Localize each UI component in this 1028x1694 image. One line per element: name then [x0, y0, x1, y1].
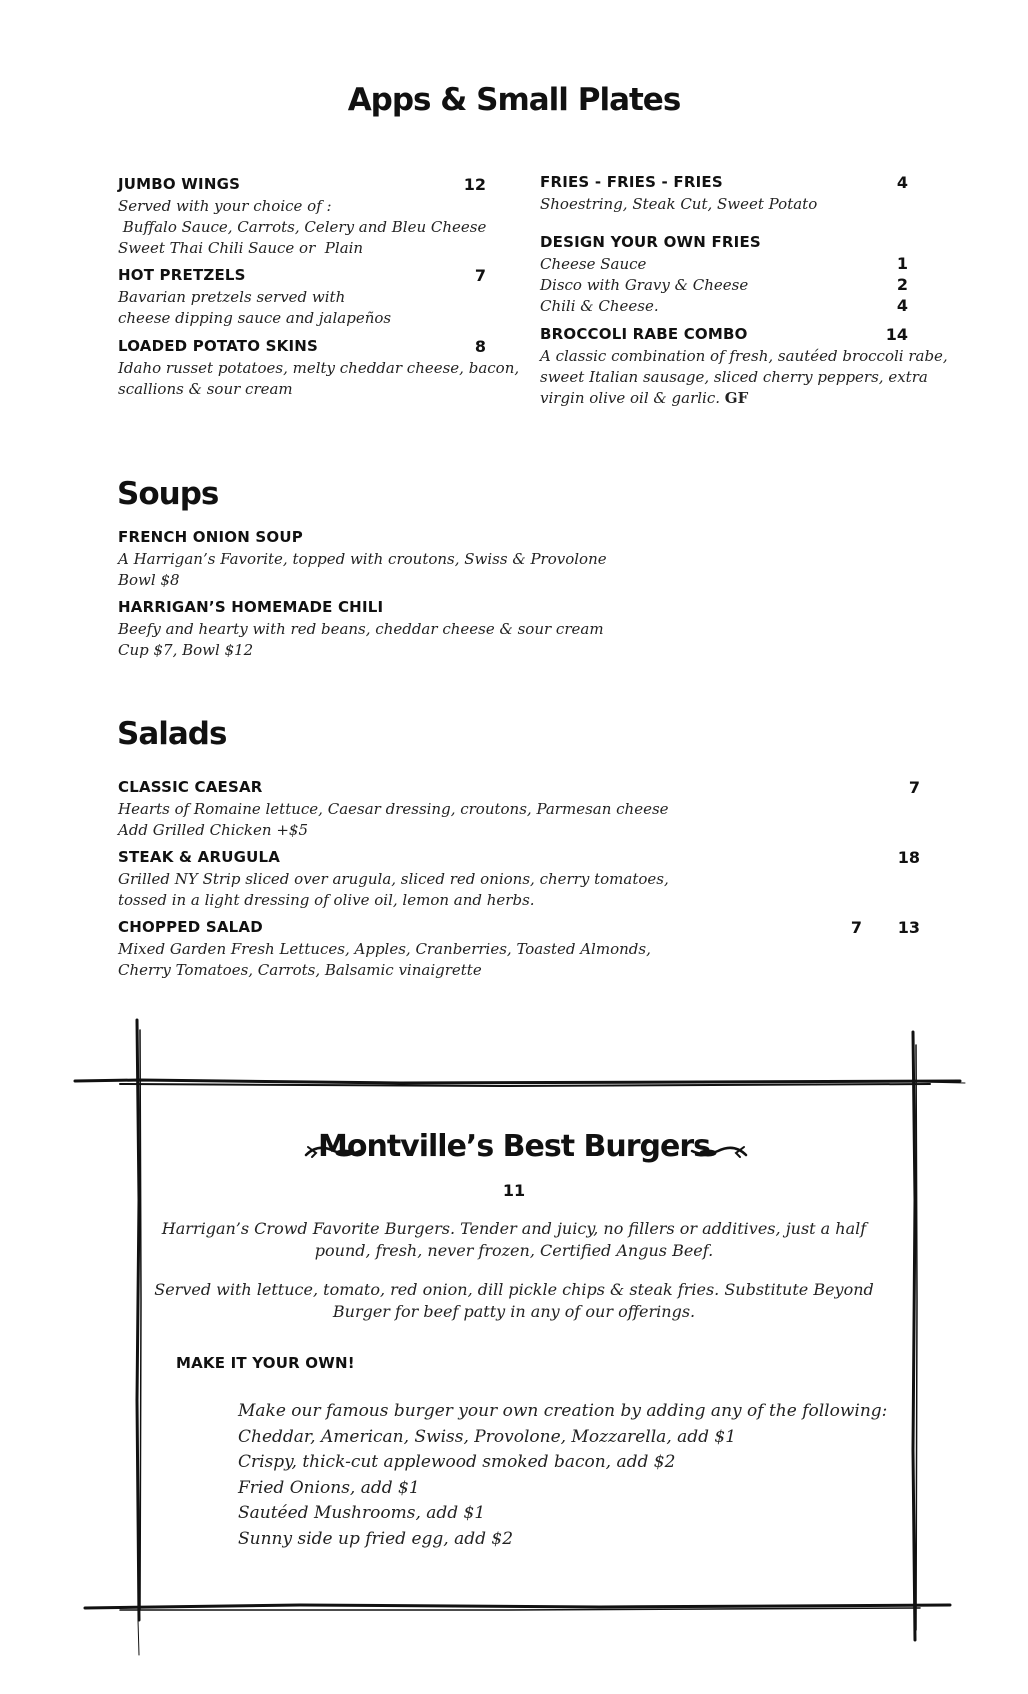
menu-item-description: A classic combination of fresh, sautéed broccoli rabe, sweet Italian sausage, sliced cherry peppers, extra virgin olive oil & garlic. GF: [540, 347, 948, 407]
menu-item-price: 7: [908, 778, 920, 797]
fries-option-price: 2: [896, 275, 908, 294]
menu-item-description: Mixed Garden Fresh Lettuces, Apples, Cranberries, Toasted Almonds, Cherry Tomatoes, Carrots, Balsamic vinaigrette: [118, 940, 651, 979]
fries-option-label: Cheese Sauce: [540, 255, 647, 273]
list-item: Crispy, thick-cut applewood smoked bacon, add $2: [238, 1452, 676, 1472]
menu-item-name: FRENCH ONION SOUP: [118, 528, 303, 546]
menu-item-price: 14: [885, 325, 908, 344]
menu-item-price: 4: [896, 173, 908, 192]
fries-option-price: 4: [896, 296, 908, 315]
menu-item-description: Served with your choice of : Buffalo Sauce, Carrots, Celery and Bleu Cheese Sweet Thai Chili Sauce or Plain: [118, 197, 487, 257]
burger-addons-list: [238, 1399, 887, 1552]
menu-item-price: 7: [474, 266, 486, 285]
gluten-free-tag: GF: [724, 389, 749, 407]
list-item: Cheddar, American, Swiss, Provolone, Mozzarella, add $1: [238, 1426, 737, 1447]
menu-item-price: 12: [463, 175, 486, 194]
menu-item-description: Hearts of Romaine lettuce, Caesar dressing, croutons, Parmesan cheese Add Grilled Chicken +$5: [118, 800, 669, 839]
menu-item-description: Bavarian pretzels served with cheese dipping sauce and jalapeños: [118, 288, 392, 327]
menu-item-name: DESIGN YOUR OWN FRIES: [540, 233, 761, 251]
menu-item-description: Shoestring, Steak Cut, Sweet Potato: [540, 195, 818, 213]
list-item: Make our famous burger your own creation by adding any of the following:: [238, 1401, 888, 1421]
salads-section-title: Salads: [117, 716, 227, 752]
burgers-section-title: Montville’s Best Burgers: [318, 1129, 710, 1164]
list-item: Sautéed Mushrooms, add $1: [238, 1503, 486, 1523]
apps-section-title: Apps & Small Plates: [347, 82, 681, 118]
menu-item-name: CLASSIC CAESAR: [118, 778, 263, 796]
menu-item-description: Idaho russet potatoes, melty cheddar cheese, bacon, scallions & sour cream: [118, 359, 520, 398]
burgers-served-paragraph: Served with lettuce, tomato, red onion, dill pickle chips & steak fries. Substitute Beyond Burger for beef patty in any of our offerings.: [154, 1280, 874, 1321]
list-item: Fried Onions, add $1: [238, 1477, 420, 1498]
fries-option-label: Chili & Cheese.: [540, 297, 659, 315]
menu-item-name: HARRIGAN’S HOMEMADE CHILI: [118, 598, 384, 616]
menu-item-price: 13: [897, 918, 920, 937]
menu-item-price-small: 7: [850, 918, 862, 937]
menu-item-name: FRIES - FRIES - FRIES: [540, 173, 723, 191]
menu-item-price: 18: [897, 848, 920, 867]
fries-option-price: 1: [896, 254, 908, 273]
menu-item-name: LOADED POTATO SKINS: [118, 337, 318, 355]
menu-item-description: A Harrigan’s Favorite, topped with croutons, Swiss & Provolone Bowl $8: [118, 550, 607, 589]
burgers-intro-paragraph: Harrigan’s Crowd Favorite Burgers. Tender and juicy, no fillers or additives, just a half pound, fresh, never frozen, Certified Angus Beef.: [161, 1219, 867, 1260]
menu-item-name: STEAK & ARUGULA: [118, 848, 281, 866]
menu-item-name: JUMBO WINGS: [118, 175, 241, 193]
make-it-your-own-heading: MAKE IT YOUR OWN!: [176, 1354, 355, 1372]
soups-section-title: Soups: [117, 476, 219, 512]
fries-option-label: Disco with Gravy & Cheese: [540, 276, 749, 294]
menu-item-name: HOT PRETZELS: [118, 266, 246, 284]
menu-item-name: CHOPPED SALAD: [118, 918, 263, 936]
burgers-price: 11: [502, 1181, 526, 1200]
menu-item-name: BROCCOLI RABE COMBO: [540, 325, 748, 343]
list-item: Sunny side up fried egg, add $2: [238, 1528, 514, 1549]
menu-item-price: 8: [474, 337, 486, 356]
menu-item-description: Grilled NY Strip sliced over arugula, sliced red onions, cherry tomatoes, tossed in a light dressing of olive oil, lemon and herbs.: [118, 870, 669, 909]
menu-item-description: Beefy and hearty with red beans, cheddar cheese & sour cream Cup $7, Bowl $12: [118, 620, 604, 659]
